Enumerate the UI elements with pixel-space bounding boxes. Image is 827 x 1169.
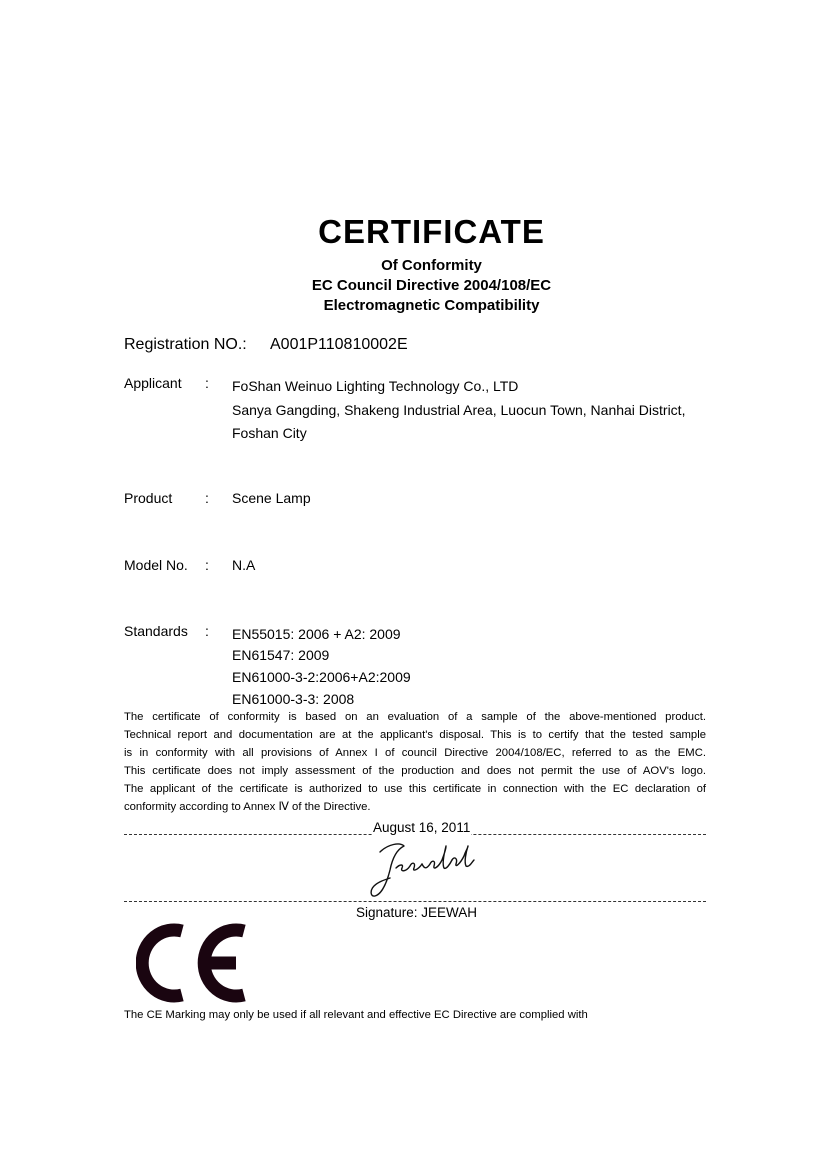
applicant-city: Foshan City [232,425,307,441]
statement-line: The certificate of conformity is based on an evaluation of a sample of the above-mentioned product. [124,711,706,723]
standard-item: EN61000-3-3: 2008 [232,691,355,707]
standards-colon: : [205,623,209,639]
subtitle-emc: Electromagnetic Compatibility [323,297,540,314]
signature-label: Signature: JEEWAH [356,905,478,920]
ce-marking-note: The CE Marking may only be used if all relevant and effective EC Directive are complied with [124,1009,588,1021]
statement-line: The applicant of the certificate is authorized to use this certificate in connection with the EC declaration of [124,783,706,795]
subtitle-of-conformity: Of Conformity [381,257,482,274]
statement-line: is in conformity with all provisions of Annex I of council Directive 2004/108/EC, referred to as the EMC. [124,747,706,759]
standard-item: EN55015: 2006 + A2: 2009 [232,626,401,642]
certificate-statement [124,708,706,816]
product-value: Scene Lamp [232,490,311,506]
applicant-label: Applicant [124,375,182,391]
standard-item: EN61547: 2009 [232,647,330,663]
model-colon: : [205,557,209,573]
applicant-colon: : [205,375,209,391]
standard-item: EN61000-3-2:2006+A2:2009 [232,669,411,685]
statement-line: conformity according to Annex Ⅳ of the Directive. [124,801,371,813]
statement-line: This certificate does not imply assessment of the production and does not permit the use of AOV's logo. [124,765,706,777]
handwritten-signature [366,838,478,900]
registration-number: A001P110810002E [270,336,408,353]
statement-line: Technical report and documentation are at the applicant's disposal. This is to certify that the tested sample [124,729,706,741]
subtitle-directive: EC Council Directive 2004/108/EC [311,277,552,294]
registration-label: Registration NO.: [124,336,247,353]
signature-divider [124,901,706,902]
product-label: Product [124,490,173,506]
applicant-address: Sanya Gangding, Shakeng Industrial Area, Luocun Town, Nanhai District, [232,402,686,418]
certificate-title: CERTIFICATE [318,213,545,250]
model-label: Model No. [124,557,188,573]
product-colon: : [205,490,209,506]
issue-date: August 16, 2011 [373,820,471,835]
standards-label: Standards [124,623,188,639]
applicant-name: FoShan Weinuo Lighting Technology Co., LTD [232,378,519,394]
model-value: N.A [232,557,256,573]
ce-mark-logo [136,922,252,1004]
